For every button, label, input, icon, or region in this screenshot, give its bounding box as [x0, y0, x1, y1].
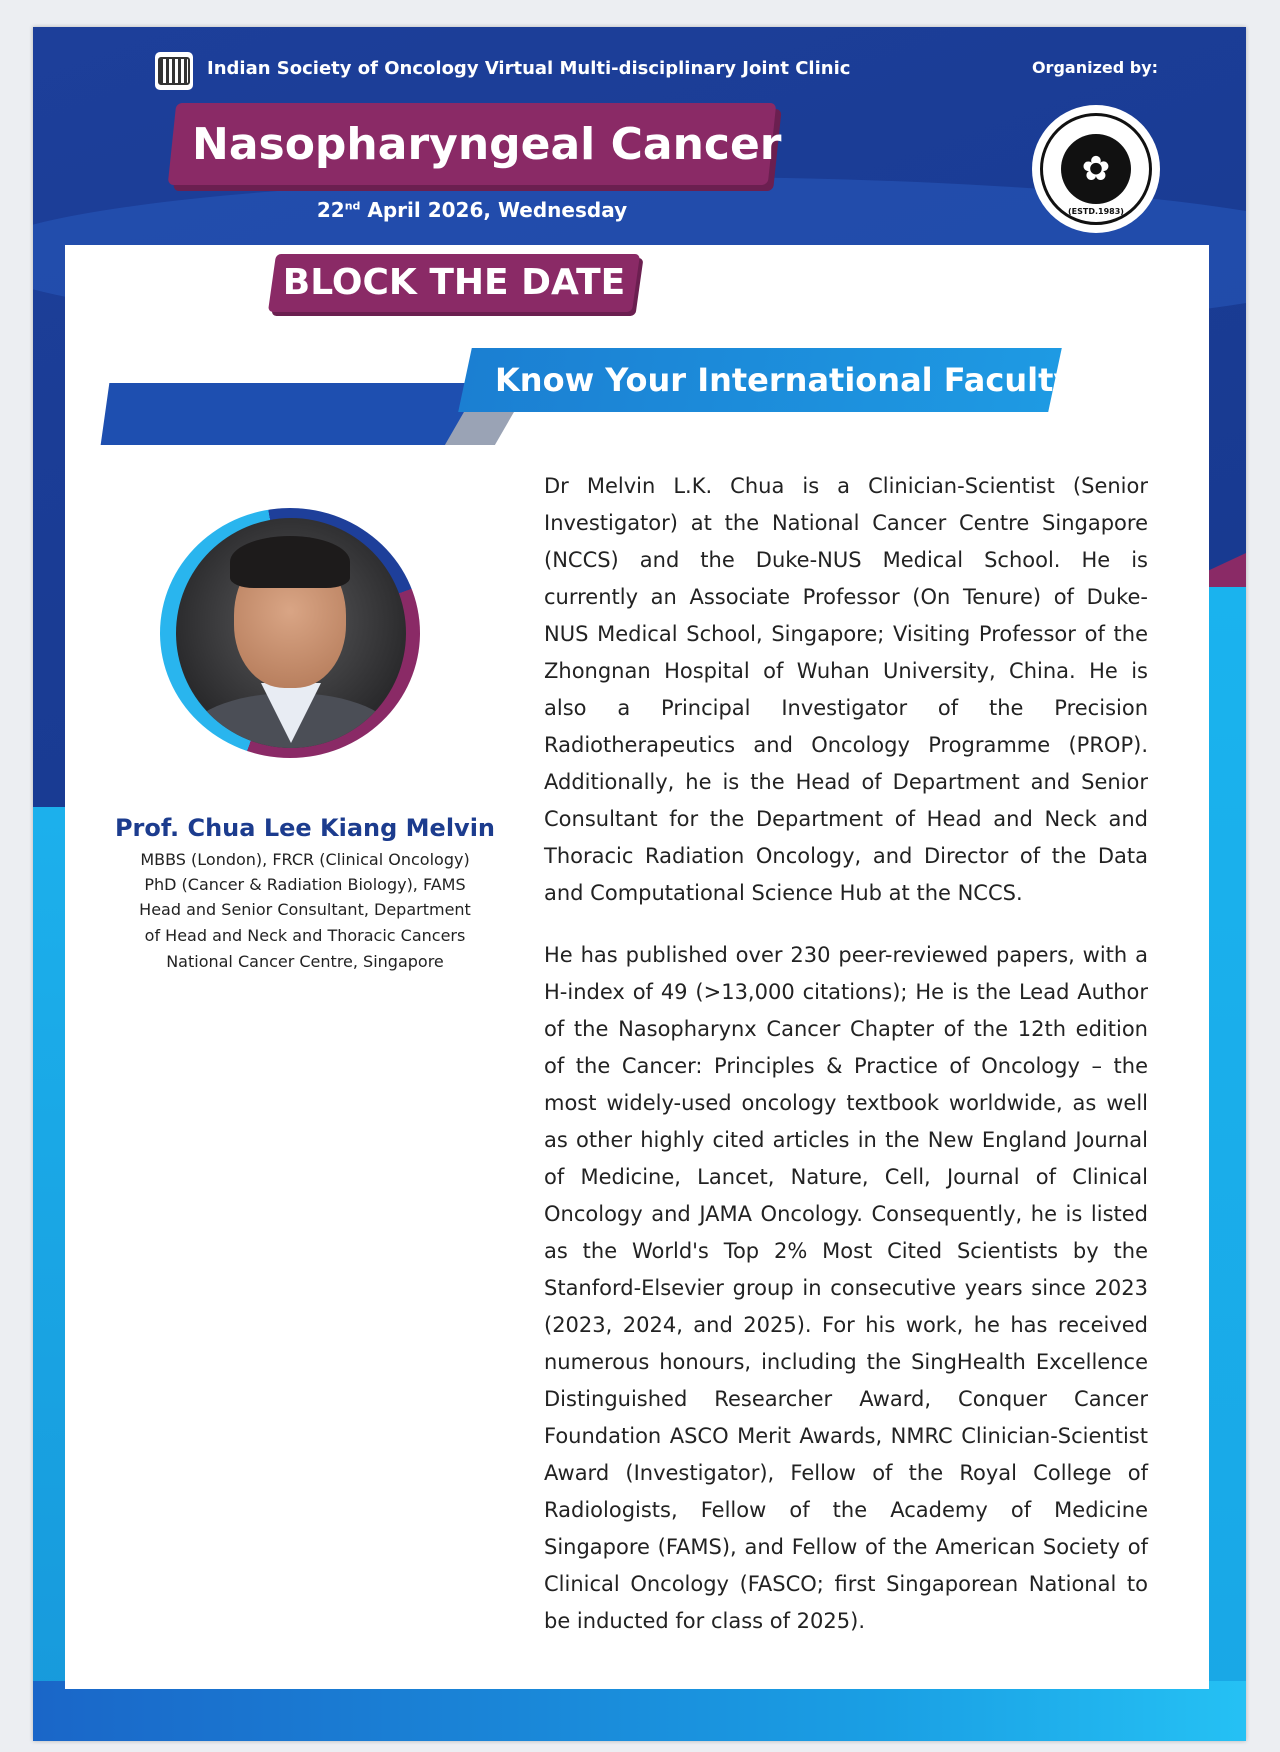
bottom-accent: [33, 1681, 1246, 1741]
bio-paragraph-1: Dr Melvin L.K. Chua is a Clinician-Scientist (Senior Investigator) at the National Cancer Centre Singapore (NCCS) and the Duke-NUS Medical School. He is currently an Associate Professor (On Tenure) of Duke-NUS Medical School, Singapore; Visiting Professor of the Zhongnan Hospital of Wuhan University, China. He is also a Principal Investigator of the Precision Radiotherapeutics and Oncology Programme (PROP). Additionally, he is the Head of Department and Senior Consultant for the Department of Head and Neck and Thoracic Radiation Oncology, and Director of the Data and Computational Science Hub at the NCCS.: [544, 474, 1148, 905]
block-the-date-text: BLOCK THE DATE: [282, 262, 626, 303]
faculty-banner-back: [101, 383, 470, 445]
seal-estd: (ESTD.1983): [1068, 207, 1124, 216]
credential-line: MBBS (London), FRCR (Clinical Oncology): [140, 850, 470, 869]
faculty-banner-text: Know Your International Faculty: [495, 361, 1075, 399]
faculty-photo: [176, 518, 406, 748]
credential-line: PhD (Cancer & Radiation Biology), FAMS: [144, 875, 466, 894]
bio-paragraph-2: He has published over 230 peer-reviewed papers, with a H-index of 49 (>13,000 citations); He is the Lead Author of the Nasopharynx Cancer Chapter of the 12th edition of the Cancer: Principles & Practice of Oncology – the most widely-used oncology textbook worldwide, as well as other highly cited articles in the New England Journal of Medicine, Lancet, Nature, Cell, Journal of Clinical Oncology and JAMA Oncology. Consequently, he is listed as the World's Top 2% Most Cited Scientists by the Stanford-Elsevier group in consecutive years since 2023 (2023, 2024, and 2025). For his work, he has received numerous honours, including the SingHealth Excellence Distinguished Researcher Award, Conquer Cancer Foundation ASCO Merit Awards, NMRC Clinician-Scientist Award (Investigator), Fellow of the Royal College of Radiologists, Fellow of the Academy of Medicine Singapore (FAMS), and Fellow of the American Society of Clinical Oncology (FASCO; first Singaporean National to be inducted for class of 2025).: [544, 943, 1148, 1633]
event-date: 22nd April 2026, Wednesday: [316, 198, 628, 222]
iso-seal-logo-icon: ✿ (ESTD.1983): [1032, 105, 1160, 233]
faculty-name: Prof. Chua Lee Kiang Melvin: [114, 814, 496, 842]
iso-small-logo-icon: [155, 52, 193, 90]
credential-line: Head and Senior Consultant, Department: [139, 900, 471, 919]
credential-line: of Head and Neck and Thoracic Cancers: [144, 926, 466, 945]
organized-by-label: Organized by:: [1031, 58, 1159, 77]
header-title: Indian Society of Oncology Virtual Multi-disciplinary Joint Clinic: [207, 58, 851, 79]
event-title: Nasopharyngeal Cancer: [192, 119, 782, 170]
credential-line: National Cancer Centre, Singapore: [166, 952, 444, 971]
left-blue-accent: [33, 807, 69, 1741]
